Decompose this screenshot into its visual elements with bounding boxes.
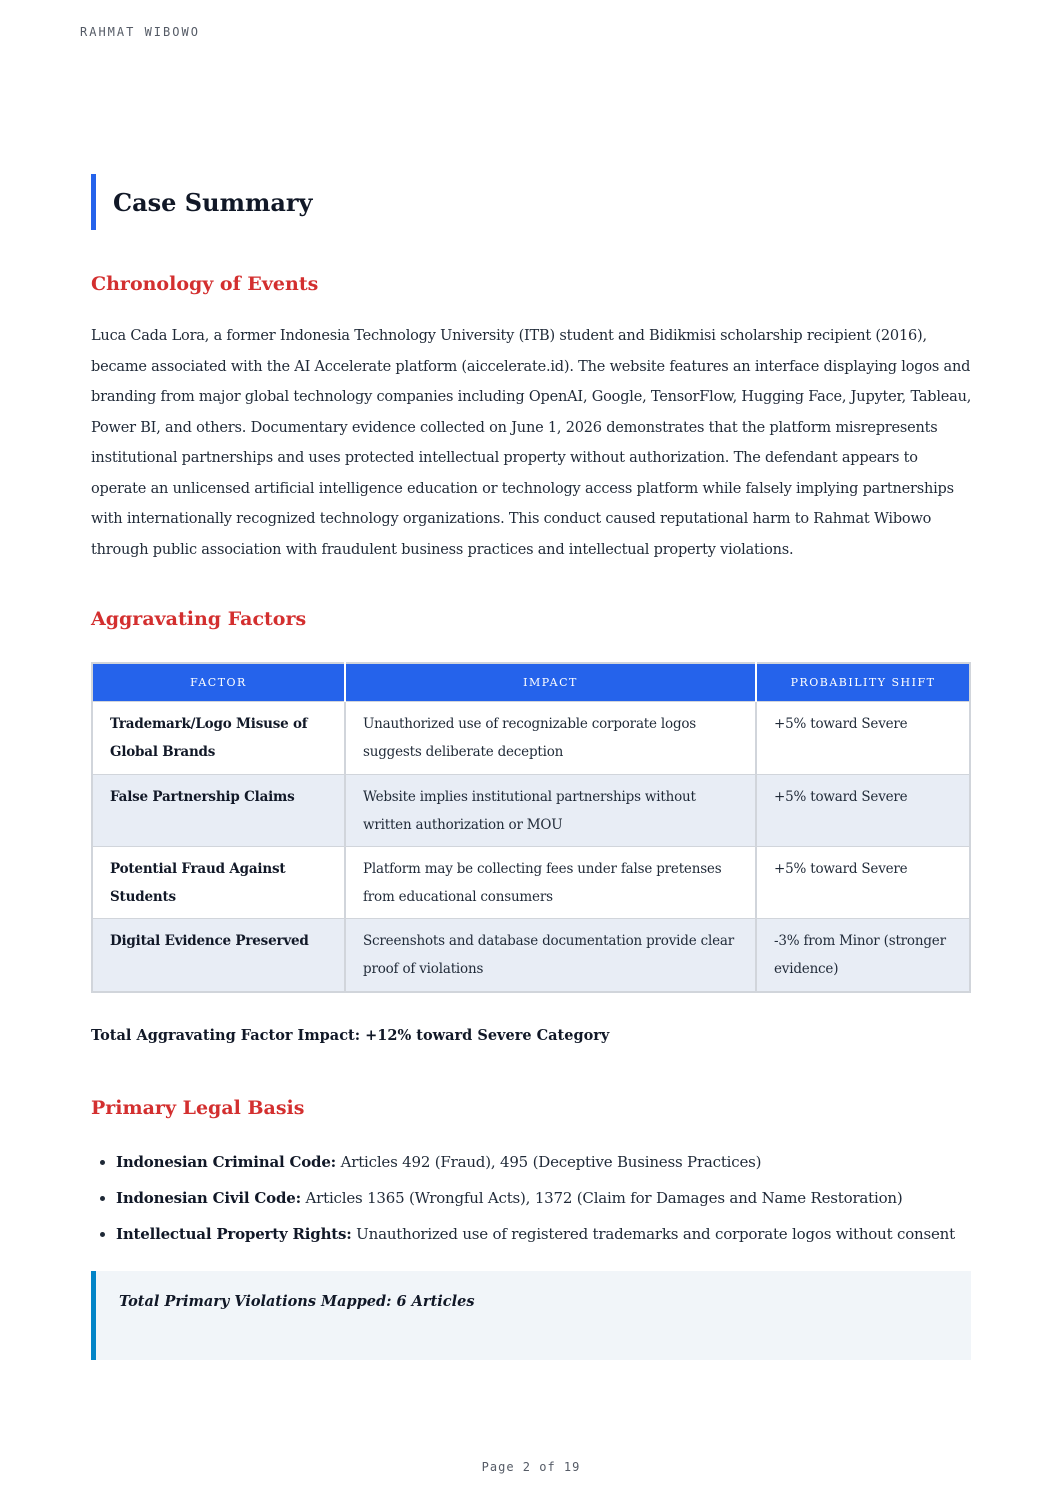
factor-cell: Digital Evidence Preserved <box>92 919 345 992</box>
table-row <box>92 919 970 992</box>
chronology-heading: Chronology of Events <box>91 273 319 295</box>
factor-cell: False Partnership Claims <box>92 775 345 847</box>
legal-basis-text: Articles 492 (Fraud), 495 (Deceptive Business Practices) <box>336 1153 762 1171</box>
list-item <box>116 1180 1016 1216</box>
legal-basis-text: Articles 1365 (Wrongful Acts), 1372 (Claim for Damages and Name Restoration) <box>300 1189 903 1207</box>
legal-basis-label: Intellectual Property Rights: <box>116 1225 352 1243</box>
list-item <box>116 1216 1016 1252</box>
impact-cell: Platform may be collecting fees under false pretenses from educational consumers <box>345 847 756 919</box>
section-title-block <box>91 174 313 230</box>
aggravating-factors-table <box>91 662 971 993</box>
impact-cell: Website implies institutional partnerships without written authorization or MOU <box>345 775 756 847</box>
shift-cell: +5% toward Severe <box>756 775 970 847</box>
column-header-probability-shift: PROBABILITY SHIFT <box>756 663 970 702</box>
shift-cell: +5% toward Severe <box>756 702 970 775</box>
legal-basis-label: Indonesian Civil Code: <box>116 1189 301 1207</box>
column-header-impact: IMPACT <box>345 663 756 702</box>
violations-callout-text: Total Primary Violations Mapped: 6 Articles <box>119 1293 475 1310</box>
table-row <box>92 702 970 775</box>
total-aggravating-impact: Total Aggravating Factor Impact: +12% toward Severe Category <box>91 1027 610 1044</box>
aggravating-factors-heading: Aggravating Factors <box>91 608 307 630</box>
table-row <box>92 775 970 847</box>
legal-basis-list <box>91 1144 1016 1252</box>
legal-basis-label: Indonesian Criminal Code: <box>116 1153 337 1171</box>
shift-cell: +5% toward Severe <box>756 847 970 919</box>
page-number: Page 2 of 19 <box>481 1460 581 1474</box>
table-header-row <box>92 663 970 702</box>
running-header-author: RAHMAT WIBOWO <box>80 25 200 39</box>
legal-basis-heading: Primary Legal Basis <box>91 1097 305 1119</box>
factor-cell: Potential Fraud Against Students <box>92 847 345 919</box>
violations-callout <box>91 1271 971 1360</box>
shift-cell: -3% from Minor (stronger evidence) <box>756 919 970 992</box>
factor-cell: Trademark/Logo Misuse of Global Brands <box>92 702 345 775</box>
impact-cell: Unauthorized use of recognizable corporate logos suggests deliberate deception <box>345 702 756 775</box>
list-item <box>116 1144 1016 1180</box>
page-title: Case Summary <box>113 187 313 217</box>
column-header-factor: FACTOR <box>92 663 345 702</box>
legal-basis-text: Unauthorized use of registered trademarks and corporate logos without consent <box>351 1225 955 1243</box>
chronology-body: Luca Cada Lora, a former Indonesia Technology University (ITB) student and Bidikmisi scholarship recipient (2016), became associated with the AI Accelerate platform (aiccelerate.id). The website features an interface displaying logos and branding from major global technology companies including OpenAI, Google, TensorFlow, Hugging Face, Jupyter, Tableau, Power BI, and others. Documentary evidence collected on June 1, 2026 demonstrates that the platform misrepresents institutional partnerships and uses protected intellectual property without authorization. The defendant appears to operate an unlicensed artificial intelligence education or technology access platform while falsely implying partnerships with internationally recognized technology organizations. This conduct caused reputational harm to Rahmat Wibowo through public association with fraudulent business practices and intellectual property violations. <box>91 328 972 558</box>
table-row <box>92 847 970 919</box>
impact-cell: Screenshots and database documentation provide clear proof of violations <box>345 919 756 992</box>
